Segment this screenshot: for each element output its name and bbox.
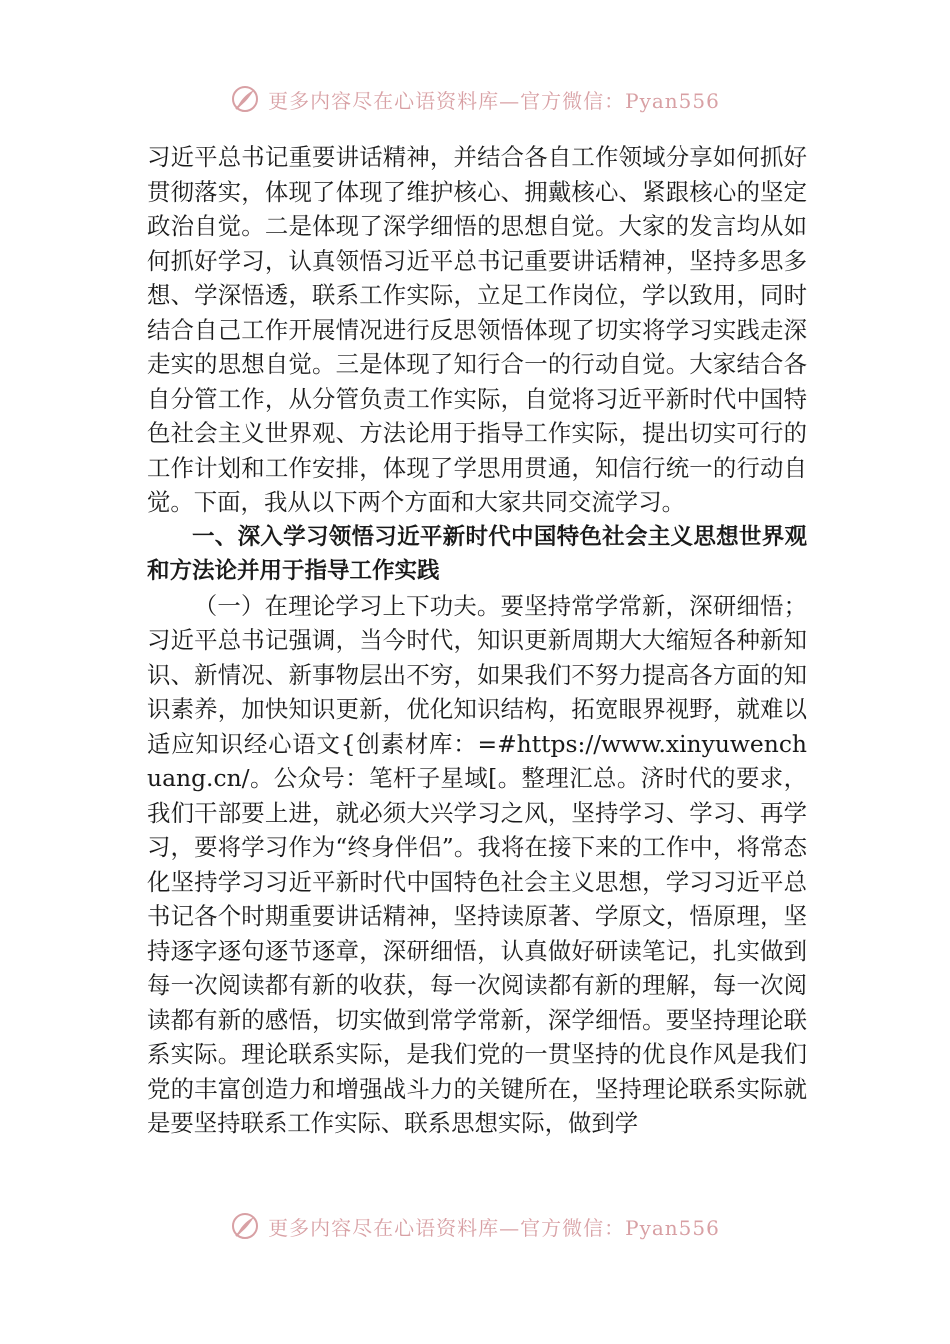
section-heading: 一、深入学习领悟习近平新时代中国特色社会主义思想世界观和方法论并用于指导工作实践 [147, 523, 807, 584]
header-watermark [0, 84, 950, 114]
document-body [147, 140, 807, 1141]
body-paragraph: 习近平总书记重要讲话精神，并结合各自工作领域分享如何抓好贯彻落实，体现了体现了维护核心、拥戴核心、紧跟核心的坚定政治自觉。二是体现了深学细悟的思想自觉。大家的发言均从如何抓好学习，认真领悟习近平总书记重要讲话精神，坚持多思多想、学深悟透，联系工作实际，立足工作岗位，学以致用，同时结合自己工作开展情况进行反思领悟体现了切实将学习实践走深走实的思想自觉。三是体现了知行合一的行动自觉。大家结合各自分管工作，从分管负责工作实际，自觉将习近平新时代中国特色社会主义世界观、方法论用于指导工作实际，提出切实可行的工作计划和工作安排，体现了学思用贯通，知信行统一的行动自觉。下面，我从以下两个方面和大家共同交流学习。 [147, 143, 807, 516]
body-paragraph: （一）在理论学习上下功夫。要坚持常学常新，深研细悟；习近平总书记强调，当今时代，知识更新周期大大缩短各种新知识、新情况、新事物层出不穷，如果我们不努力提高各方面的知识素养，加快知识更新，优化知识结构，拓宽眼界视野，就难以适应知识经心语文{创素材库：=#https://www.xinyuwenchuang.cn/。公众号：笔杆子星域[。整理汇总。济时代的要求，我们干部要上进，就必须大兴学习之风，坚持学习、学习、再学习，要将学习作为“终身伴侣”。我将在接下来的工作中，将常态化坚持学习习近平新时代中国特色社会主义思想，学习习近平总书记各个时期重要讲话精神，坚持读原著、学原文，悟原理，坚持逐字逐句逐节逐章，深研细悟，认真做好研读笔记，扎实做到每一次阅读都有新的收获，每一次阅读都有新的理解，每一次阅读都有新的感悟，切实做到常学常新，深学细悟。要坚持理论联系实际。理论联系实际，是我们党的一贯坚持的优良作风是我们党的丰富创造力和增强战斗力的关键所在，坚持理论联系实际就是要坚持联系工作实际、联系思想实际，做到学 [147, 591, 807, 1137]
feather-quill-icon [230, 84, 260, 114]
watermark-text: 更多内容尽在心语资料库—官方微信：Pyan556 [268, 88, 720, 113]
feather-quill-icon [230, 1211, 260, 1241]
watermark-text: 更多内容尽在心语资料库—官方微信：Pyan556 [268, 1215, 720, 1240]
footer-watermark [0, 1211, 950, 1241]
